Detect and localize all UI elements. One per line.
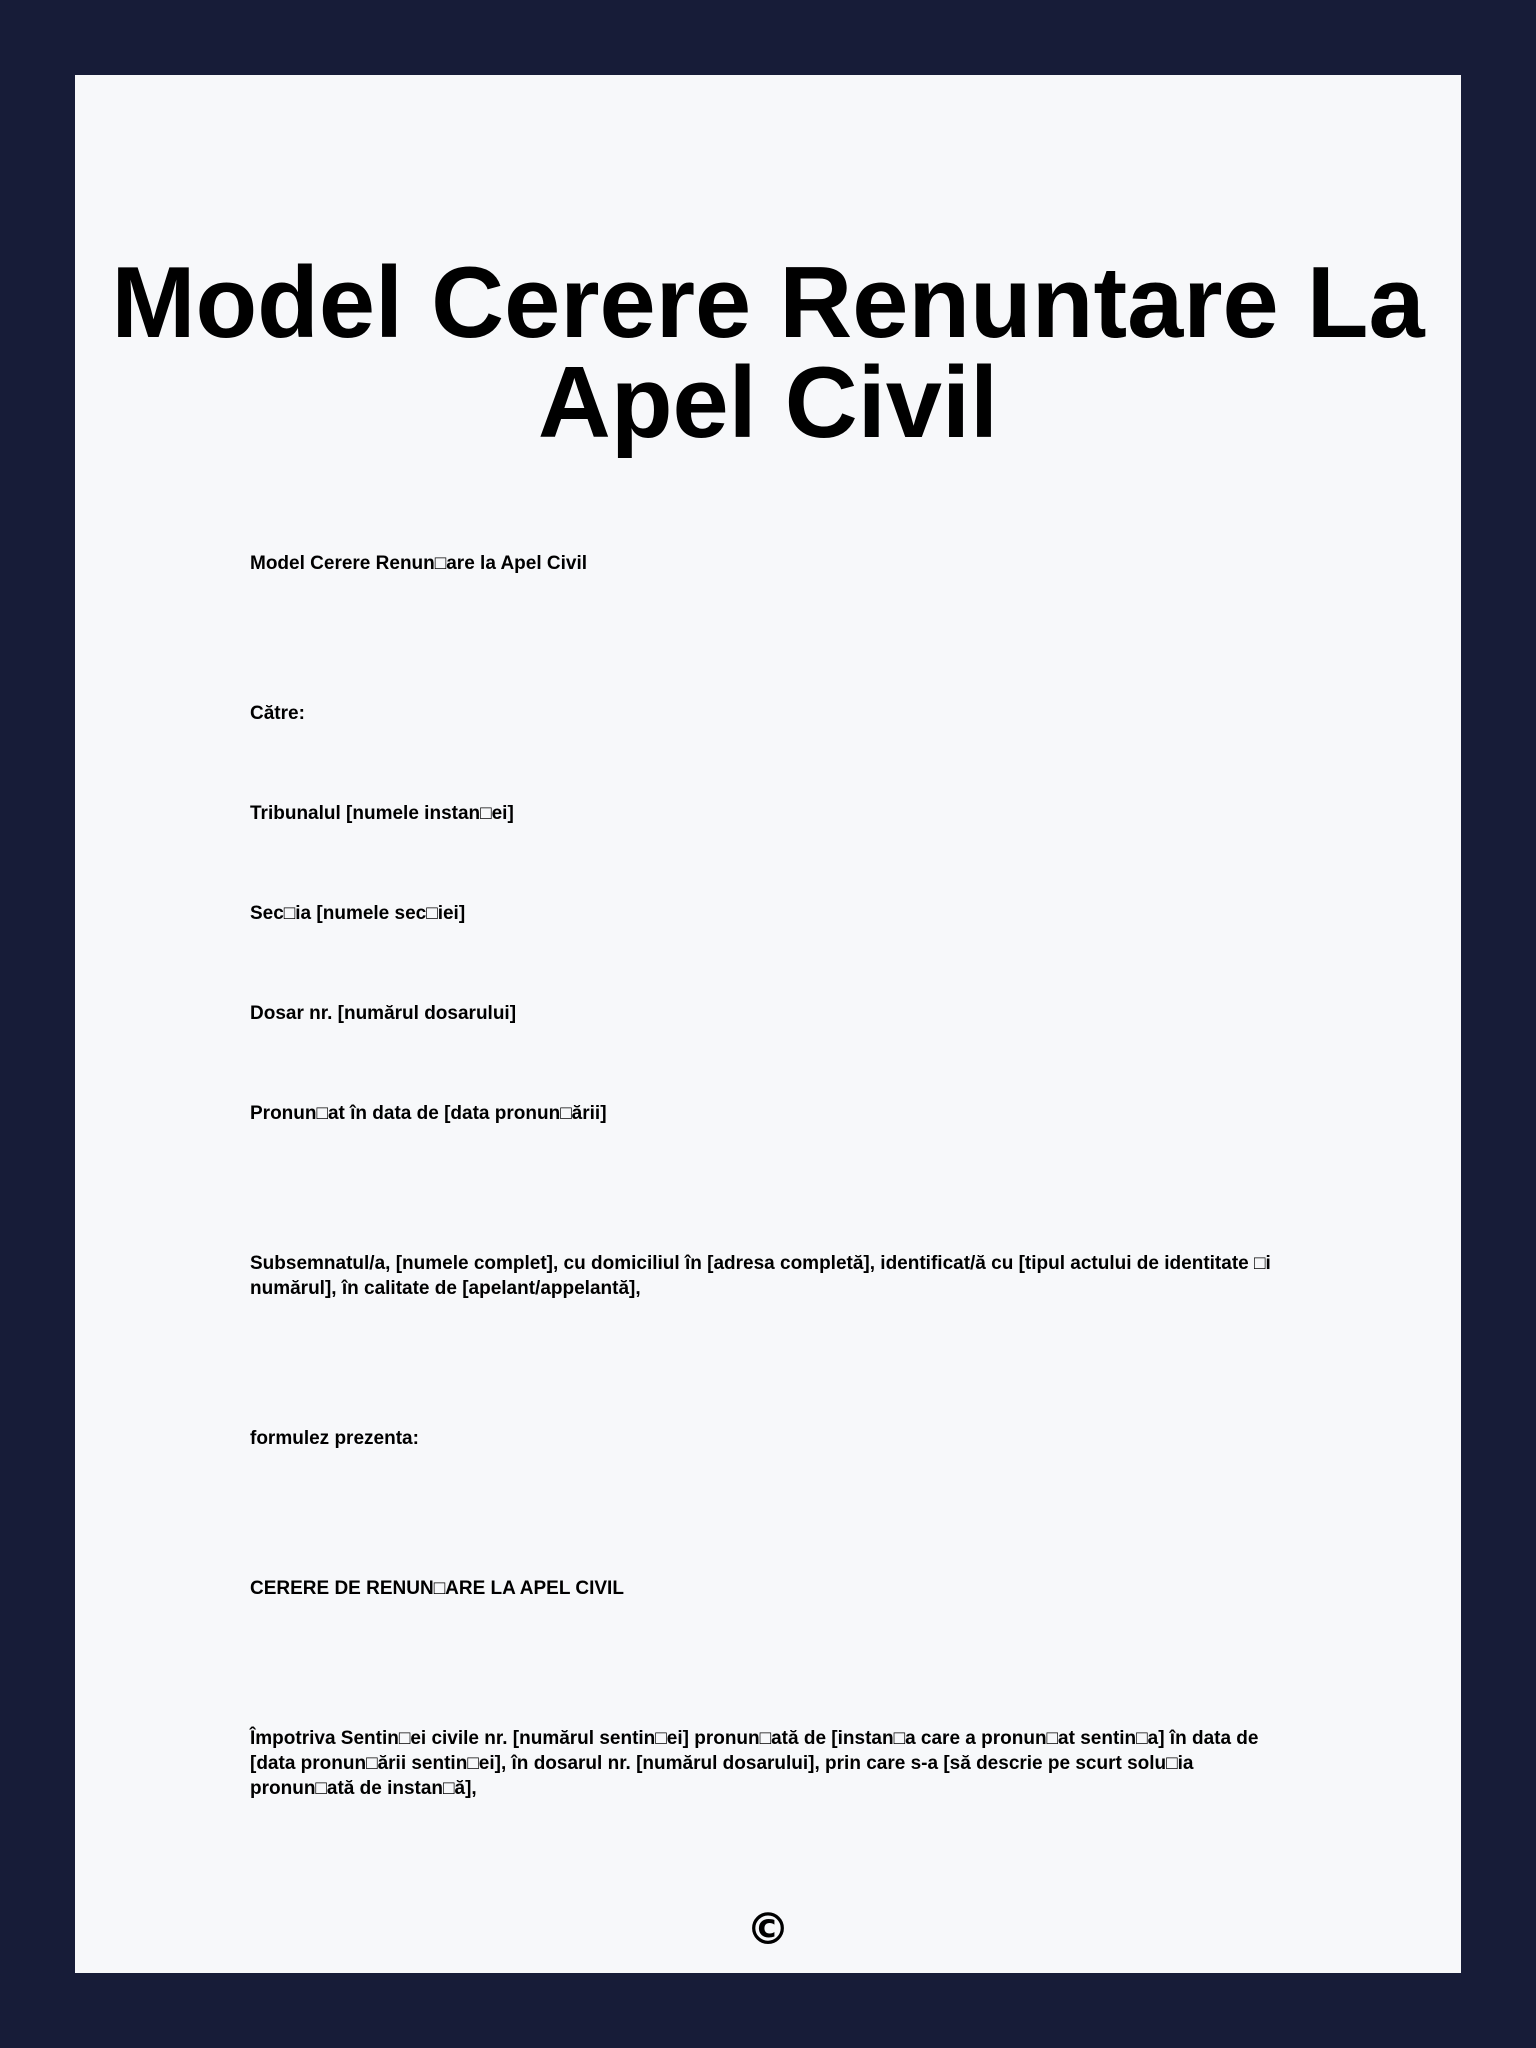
case-number-line: Dosar nr. [numărul dosarului]	[250, 1003, 517, 1024]
document-title: Model Cerere Renuntare La Apel Civil	[111, 247, 1425, 459]
document-heading-line: Model Cerere Renun□are la Apel Civil	[250, 553, 588, 574]
request-heading: CERERE DE RENUN□ARE LA APEL CIVIL	[250, 1578, 624, 1599]
applicant-identification-paragraph: Subsemnatul/a, [numele complet], cu domiciliul în [adresa completă], identificat/ă cu [tipul actului de identitate □i numărul], în calitate de [apelant/appelantă],	[250, 1253, 1271, 1299]
appealed-sentence-paragraph: Împotriva Sentin□ei civile nr. [numărul sentin□ei] pronun□ată de [instan□a care a pronun□at sentin□a] în data de [data pronun□ării sentin□ei], în dosarul nr. [numărul dosarului], prin care s-a [să descrie pe scurt solu□ia pronun□ată de instan□ă],	[250, 1728, 1259, 1799]
court-name-line: Tribunalul [numele instan□ei]	[250, 803, 514, 824]
formulation-line: formulez prezenta:	[250, 1428, 419, 1449]
addressee-label: Către:	[250, 703, 305, 724]
pronouncement-date-line: Pronun□at în data de [data pronun□ării]	[250, 1103, 607, 1124]
document-page	[75, 75, 1461, 1973]
copyright-icon: ©	[746, 1904, 790, 1955]
court-section-line: Sec□ia [numele sec□iei]	[250, 903, 466, 924]
